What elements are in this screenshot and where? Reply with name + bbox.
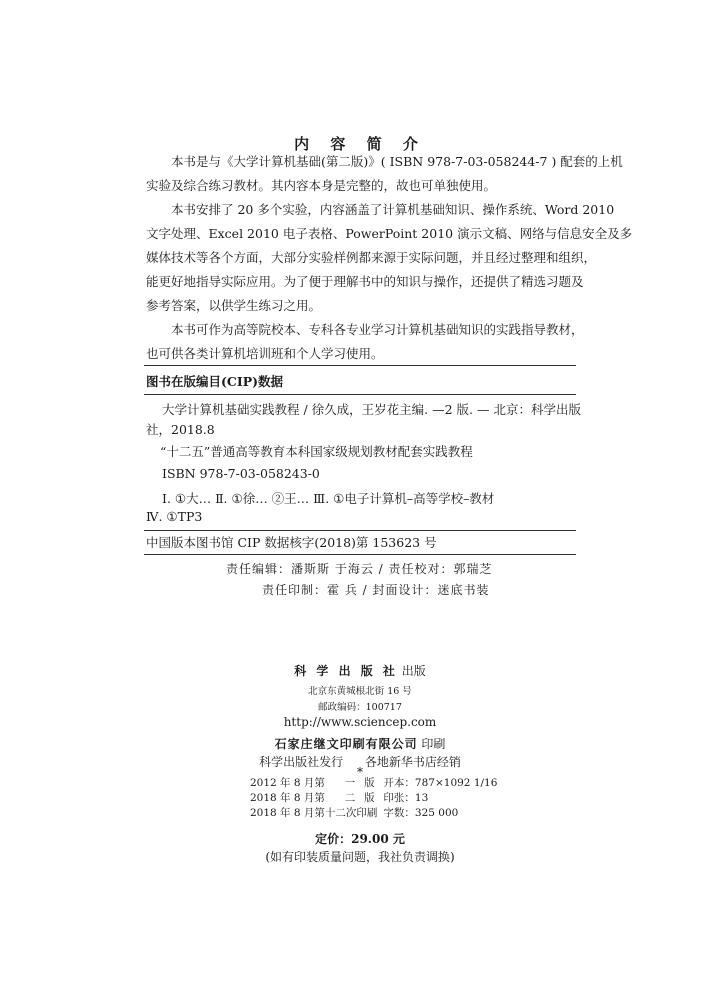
impression-table: [250, 776, 503, 821]
cip-bottom-rule: [144, 554, 576, 555]
summary-line-5: 媒体技术等各个方面，大部分实验样例都来源于实际问题，并且经过整理和组织，: [146, 250, 597, 265]
summary-line-6: 能更好地指导实际应用。为了便于理解书中的知识与操作，还提供了精选习题及: [146, 274, 584, 289]
impression-date: 2018 年 8 月第: [250, 792, 325, 804]
cip-record-rule: [144, 530, 576, 531]
printer-name: 石家庄继文印刷有限公司: [274, 737, 418, 751]
price: 定价：29.00 元: [315, 832, 405, 846]
cip-record: 中国版本图书馆 CIP 数据核字(2018)第 153623 号: [146, 535, 437, 550]
impression-spec: 字数：325 000: [383, 807, 459, 819]
impression-row: [250, 791, 503, 806]
printer-action: 印刷: [421, 737, 446, 751]
impression-edition: 一: [344, 777, 356, 789]
cip-line-6: Ⅳ. ①TP3: [146, 509, 203, 524]
cip-header: 图书在版编目(CIP)数据: [146, 374, 284, 389]
impression-unit: 版: [364, 777, 375, 789]
cip-line-1: 大学计算机基础实践教程 / 徐久成，王岁花主编. —2 版. — 北京：科学出版: [162, 402, 581, 417]
publisher-address: 北京东黄城根北街 16 号: [308, 686, 412, 697]
summary-line-2: 实验及综合练习教材。其内容本身是完整的，故也可单独使用。: [146, 178, 497, 193]
cip-line-4: ISBN 978-7-03-058243-0: [162, 466, 320, 481]
quality-notice: (如有印装质量问题，我社负责调换): [265, 850, 455, 864]
impression-row: [250, 806, 503, 821]
editors-line-1: 责任编辑：潘斯斯 于海云 / 责任校对：郭瑞芝: [226, 562, 493, 576]
printer-line: [0, 735, 720, 752]
summary-line-8: 本书可作为高等院校本、专科各专业学习计算机基础知识的实践指导教材，: [171, 322, 584, 337]
sales: 各地新华书店经销: [364, 755, 461, 769]
summary-line-7: 参考答案，以供学生练习之用。: [146, 298, 322, 313]
summary-line-4: 文字处理、Excel 2010 电子表格、PowerPoint 2010 演示文稿、网络与信息安全及多: [146, 226, 633, 241]
summary-line-1: 本书是与《大学计算机基础(第二版)》( ISBN 978-7-03-058244-7 ) 配套的上机: [171, 154, 623, 169]
impression-unit: 版: [364, 792, 375, 804]
publisher-name: 科 学 出 版 社: [294, 664, 398, 678]
cip-header-rule: [144, 394, 576, 395]
impression-spec: 开本：787×1092 1/16: [383, 777, 498, 789]
distributor: 科学出版社发行: [259, 755, 344, 769]
cip-line-5: Ⅰ. ①大… Ⅱ. ①徐… ②王… Ⅲ. ①电子计算机–高等学校–教材: [162, 491, 495, 506]
impression-edition: 二: [344, 792, 356, 804]
cip-top-rule: [144, 365, 576, 366]
cip-line-2: 社，2018.8: [146, 422, 215, 437]
publisher-line: [0, 662, 720, 679]
publisher-action: 出版: [401, 664, 426, 678]
editors-line-2: 责任印制：霍 兵 / 封面设计：迷底书装: [262, 583, 490, 597]
cip-line-3: “十二五”普通高等教育本科国家级规划教材配套实践教程: [160, 444, 473, 459]
impression-date: 2018 年 8 月第十二次印刷: [250, 807, 378, 819]
impression-spec: 印张：13: [383, 792, 429, 804]
publisher-postcode: 邮政编码：100717: [318, 702, 402, 713]
page-title: 内 容 简 介: [294, 135, 426, 153]
impression-date: 2012 年 8 月第: [250, 777, 325, 789]
publisher-url: http://www.sciencep.com: [283, 715, 437, 729]
impression-row: [250, 776, 503, 791]
separator-star: *: [357, 765, 363, 779]
summary-line-3: 本书安排了 20 多个实验，内容涵盖了计算机基础知识、操作系统、Word 2010: [171, 202, 615, 217]
summary-line-9: 也可供各类计算机培训班和个人学习使用。: [146, 346, 384, 361]
